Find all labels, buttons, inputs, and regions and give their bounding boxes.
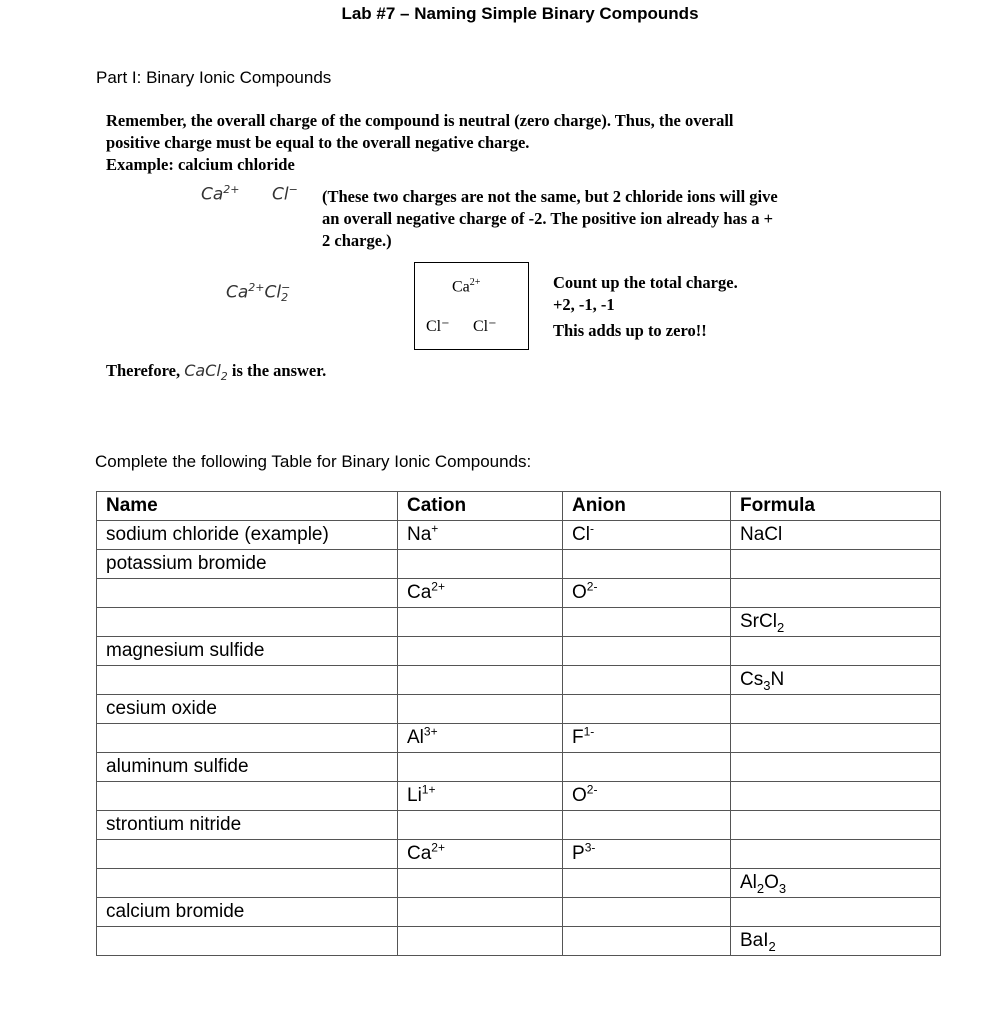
ion-symbol: Al	[407, 727, 424, 748]
cell-anion	[563, 927, 731, 956]
formula-subscript: 2	[768, 938, 776, 954]
cation-symbol: Ca	[226, 282, 249, 303]
ion-symbol: Ca	[407, 843, 432, 864]
table-row	[97, 782, 941, 811]
answer-formula-subscript: 2	[220, 370, 228, 384]
cell-name	[97, 579, 398, 608]
formula-subscript: 3	[763, 677, 771, 693]
table-row	[97, 724, 941, 753]
ion-charge: 2+	[431, 579, 445, 594]
box-anion: Cl⁻	[426, 318, 450, 335]
cation-charge: 2+	[223, 183, 240, 196]
cell-name: calcium bromide	[97, 898, 398, 927]
example-cation	[201, 183, 240, 205]
cell-name	[97, 782, 398, 811]
cell-name: aluminum sulfide	[97, 753, 398, 782]
table-row	[97, 695, 941, 724]
cell-formula	[731, 753, 941, 782]
anion-charge: −	[288, 183, 298, 196]
page-title: Lab #7 – Naming Simple Binary Compounds	[341, 4, 699, 23]
cation-charge: 2+	[248, 281, 265, 294]
cell-anion	[563, 521, 731, 550]
cell-cation	[398, 608, 563, 637]
cell-cation	[398, 666, 563, 695]
table-row	[97, 550, 941, 579]
cell-name	[97, 666, 398, 695]
table-body	[97, 521, 941, 956]
cell-cation	[398, 782, 563, 811]
ion-symbol: Ca	[407, 582, 432, 603]
cell-formula	[731, 608, 941, 637]
cell-formula	[731, 521, 941, 550]
cell-cation	[398, 695, 563, 724]
box-cation-symbol: Ca	[452, 278, 470, 296]
table-header-row	[97, 492, 941, 521]
cell-anion	[563, 666, 731, 695]
formula-part: NaCl	[740, 524, 783, 545]
ion-symbol: O	[572, 785, 587, 806]
table-row	[97, 840, 941, 869]
cell-cation	[398, 811, 563, 840]
part-heading: Part I: Binary Ionic Compounds	[96, 68, 332, 87]
cell-name: strontium nitride	[97, 811, 398, 840]
table-row	[97, 637, 941, 666]
ion-symbol: Na	[407, 524, 432, 545]
cell-formula	[731, 695, 941, 724]
charge-note	[322, 186, 778, 252]
table-row	[97, 521, 941, 550]
therefore-suffix: is the answer.	[227, 361, 327, 380]
cell-name	[97, 927, 398, 956]
header-formula: Formula	[731, 492, 941, 521]
ion-charge: 3-	[584, 840, 596, 855]
cell-name: magnesium sulfide	[97, 637, 398, 666]
count-note-line: Count up the total charge.	[553, 273, 738, 292]
ion-charge: 1+	[421, 782, 436, 797]
cell-cation	[398, 579, 563, 608]
cell-formula	[731, 840, 941, 869]
formula-part: BaI	[740, 930, 769, 951]
reminder-line: Remember, the overall charge of the compound is neutral (zero charge). Thus, the overall	[106, 111, 734, 130]
ion-symbol: Cl	[572, 524, 590, 545]
cell-name	[97, 840, 398, 869]
cell-anion	[563, 869, 731, 898]
example-anion	[272, 183, 298, 205]
combined-ions-formula	[226, 281, 290, 303]
anion-charge: −	[281, 280, 291, 294]
table-row	[97, 869, 941, 898]
box-anion: Cl⁻	[473, 318, 497, 335]
header-cation: Cation	[398, 492, 563, 521]
example-heading: Example: calcium chloride	[106, 155, 295, 174]
answer-formula	[184, 361, 228, 384]
cell-formula	[731, 927, 941, 956]
header-name: Name	[97, 492, 398, 521]
ion-symbol: P	[572, 843, 585, 864]
cell-cation	[398, 927, 563, 956]
ion-charge: 1-	[583, 724, 595, 739]
binary-ionic-table	[96, 491, 941, 956]
ion-charge: 2-	[586, 579, 598, 594]
header-anion: Anion	[563, 492, 731, 521]
formula-part: O	[764, 872, 779, 893]
cell-formula	[731, 869, 941, 898]
formula-part: Al	[740, 872, 757, 893]
cell-formula	[731, 550, 941, 579]
cell-cation	[398, 550, 563, 579]
formula-subscript: 2	[756, 880, 765, 896]
cell-anion	[563, 840, 731, 869]
cell-anion	[563, 579, 731, 608]
cell-formula	[731, 811, 941, 840]
cell-formula	[731, 898, 941, 927]
cell-formula	[731, 666, 941, 695]
table-row	[97, 927, 941, 956]
cell-name: potassium bromide	[97, 550, 398, 579]
table-row	[97, 579, 941, 608]
cell-formula	[731, 782, 941, 811]
anion-symbol: Cl	[264, 282, 282, 303]
cell-anion	[563, 608, 731, 637]
formula-subscript: 2	[776, 619, 785, 635]
cell-anion	[563, 811, 731, 840]
cell-cation	[398, 869, 563, 898]
cell-formula	[731, 579, 941, 608]
reminder-line: positive charge must be equal to the overall negative charge.	[106, 133, 530, 152]
table-row	[97, 666, 941, 695]
ion-diagram-box	[414, 262, 529, 350]
ion-charge: -	[589, 521, 594, 536]
table-row	[97, 608, 941, 637]
cell-name	[97, 608, 398, 637]
answer-formula-symbol: CaCl	[184, 361, 221, 380]
formula-part: N	[770, 669, 785, 690]
cell-cation	[398, 724, 563, 753]
cell-anion	[563, 782, 731, 811]
cell-name	[97, 724, 398, 753]
therefore-prefix: Therefore,	[106, 361, 185, 380]
table-row	[97, 898, 941, 927]
charge-note-line: an overall negative charge of -2. The positive ion already has a +	[322, 209, 774, 228]
cell-cation	[398, 898, 563, 927]
charge-note-line: 2 charge.)	[322, 231, 392, 250]
cell-anion	[563, 753, 731, 782]
count-note-line: This adds up to zero!!	[553, 321, 707, 340]
cell-anion	[563, 637, 731, 666]
cell-anion	[563, 550, 731, 579]
reminder-text	[106, 110, 734, 154]
cell-cation	[398, 840, 563, 869]
ion-symbol: Li	[407, 785, 422, 806]
cation-symbol: Ca	[201, 184, 224, 205]
cell-name: sodium chloride (example)	[97, 521, 398, 550]
cell-cation	[398, 521, 563, 550]
cell-anion	[563, 695, 731, 724]
formula-part: SrCl	[740, 611, 777, 632]
cell-cation	[398, 753, 563, 782]
cell-cation	[398, 637, 563, 666]
box-cation	[452, 277, 480, 296]
ion-symbol: F	[572, 727, 584, 748]
box-cation-charge: 2+	[469, 277, 481, 288]
formula-subscript: 3	[778, 880, 787, 896]
cell-name: cesium oxide	[97, 695, 398, 724]
formula-part: Cs	[740, 669, 764, 690]
ion-charge: 3+	[423, 724, 438, 739]
anion-subscript: 2	[281, 290, 289, 304]
therefore-statement	[106, 360, 326, 388]
ion-charge: 2-	[586, 782, 598, 797]
cell-formula	[731, 637, 941, 666]
count-note-line: +2, -1, -1	[553, 295, 615, 314]
ion-charge: +	[431, 521, 439, 536]
cell-name	[97, 869, 398, 898]
ion-charge: 2+	[431, 840, 445, 855]
table-row	[97, 753, 941, 782]
cell-anion	[563, 898, 731, 927]
anion-symbol: Cl	[272, 184, 289, 205]
table-instruction: Complete the following Table for Binary Ionic Compounds:	[95, 452, 532, 471]
cell-anion	[563, 724, 731, 753]
charge-note-line: (These two charges are not the same, but 2 chloride ions will give	[322, 187, 778, 206]
ion-symbol: O	[572, 582, 587, 603]
table-row	[97, 811, 941, 840]
count-note	[553, 272, 738, 342]
cell-formula	[731, 724, 941, 753]
